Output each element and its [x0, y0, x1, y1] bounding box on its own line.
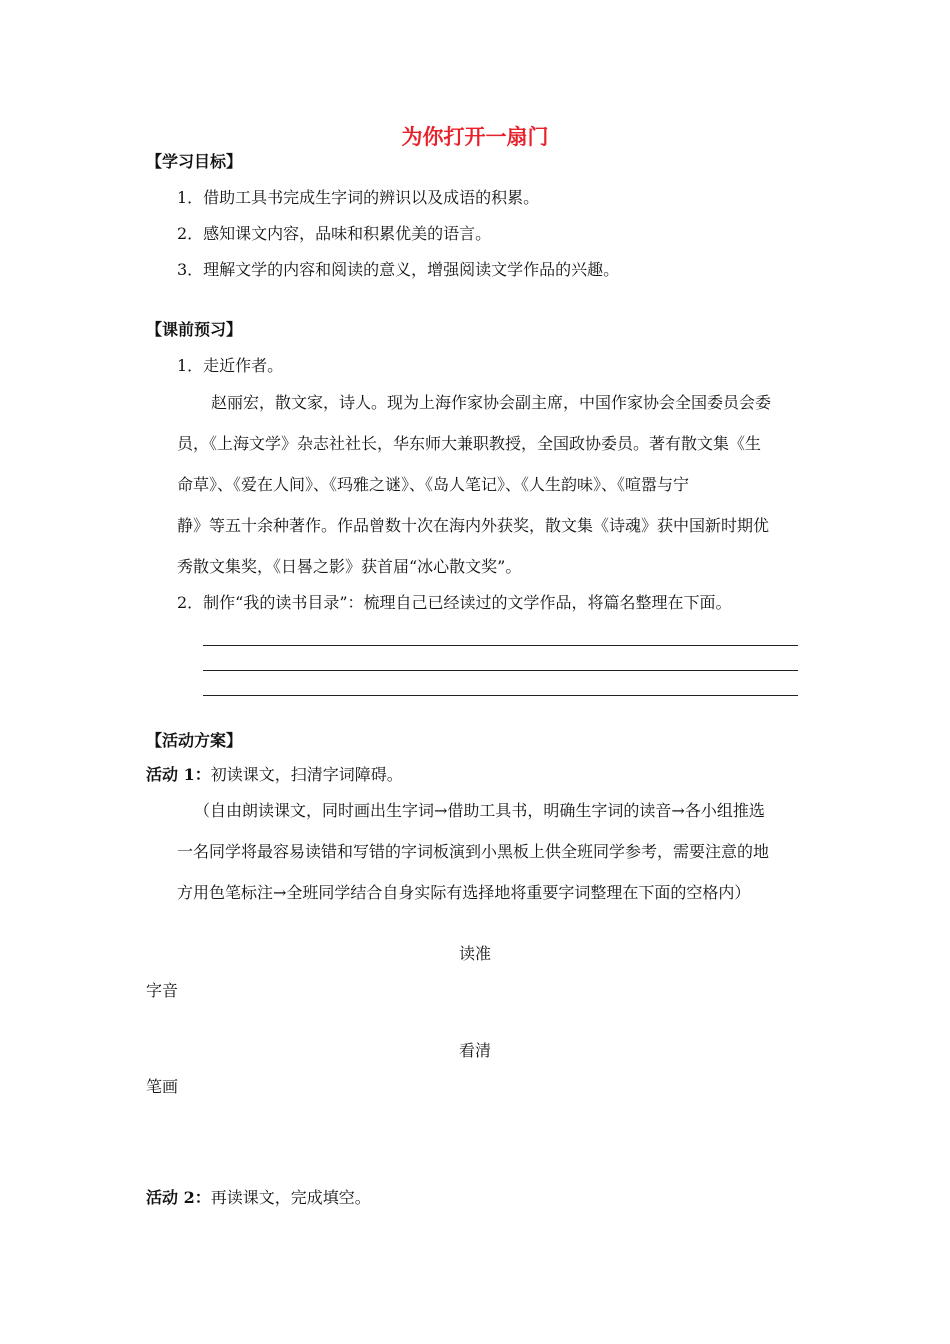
activity-1-instruction: 一名同学将最容易读错和写错的字词板演到小黑板上供全班同学参考，需要注意的地 [177, 842, 770, 861]
author-text-line: 命草》、《爱在人间》、《玛雅之谜》、《岛人笔记》、《人生韵味》、《喧嚣与宁 [177, 475, 690, 494]
blank-line [203, 670, 798, 671]
label-pronunciation: 字音 [146, 981, 179, 1000]
label-see-clearly: 看清 [459, 1041, 492, 1060]
activity-1-label: 活动 1： [146, 765, 211, 784]
goals-heading: 【学习目标】 [146, 152, 243, 171]
goal-item: 2．感知课文内容，品味和积累优美的语言。 [177, 224, 492, 243]
activity-2-label: 活动 2： [146, 1188, 211, 1207]
preview-heading: 【课前预习】 [146, 320, 243, 339]
activity-heading: 【活动方案】 [146, 731, 243, 750]
preview-item: 2．制作“我的读书目录”：梳理自己已经读过的文学作品，将篇名整理在下面。 [177, 593, 732, 612]
activity-1-line [146, 767, 403, 783]
author-text-line: 赵丽宏，散文家，诗人。现为上海作家协会副主席，中国作家协会全国委员会委 [211, 393, 772, 412]
goal-item: 3．理解文学的内容和阅读的意义，增强阅读文学作品的兴趣。 [177, 260, 620, 279]
label-strokes: 笔画 [146, 1077, 179, 1096]
activity-2-line [146, 1190, 371, 1206]
activity-1-instruction: 方用色笔标注→全班同学结合自身实际有选择地将重要字词整理在下面的空格内） [177, 883, 751, 902]
activity-2-text: 再读课文，完成填空。 [210, 1188, 371, 1207]
author-text-line: 静》等五十余种著作。作品曾数十次在海内外获奖，散文集《诗魂》获中国新时期优 [177, 516, 770, 535]
activity-1-text: 初读课文，扫清字词障碍。 [210, 765, 403, 784]
activity-1-instruction: （自由朗读课文，同时画出生字词→借助工具书，明确生字词的读音→各小组推选 [194, 801, 765, 820]
page-title: 为你打开一扇门 [401, 124, 549, 149]
label-read-accurately: 读准 [459, 944, 492, 963]
blank-line [203, 645, 798, 646]
preview-item: 1．走近作者。 [177, 356, 284, 375]
goal-item: 1．借助工具书完成生字词的辨识以及成语的积累。 [177, 188, 540, 207]
author-text-line: 秀散文集奖，《日晷之影》获首届“冰心散文奖”。 [177, 557, 522, 576]
blank-line [203, 695, 798, 696]
author-text-line: 员，《上海文学》杂志社社长，华东师大兼职教授，全国政协委员。著有散文集《生 [177, 434, 762, 453]
